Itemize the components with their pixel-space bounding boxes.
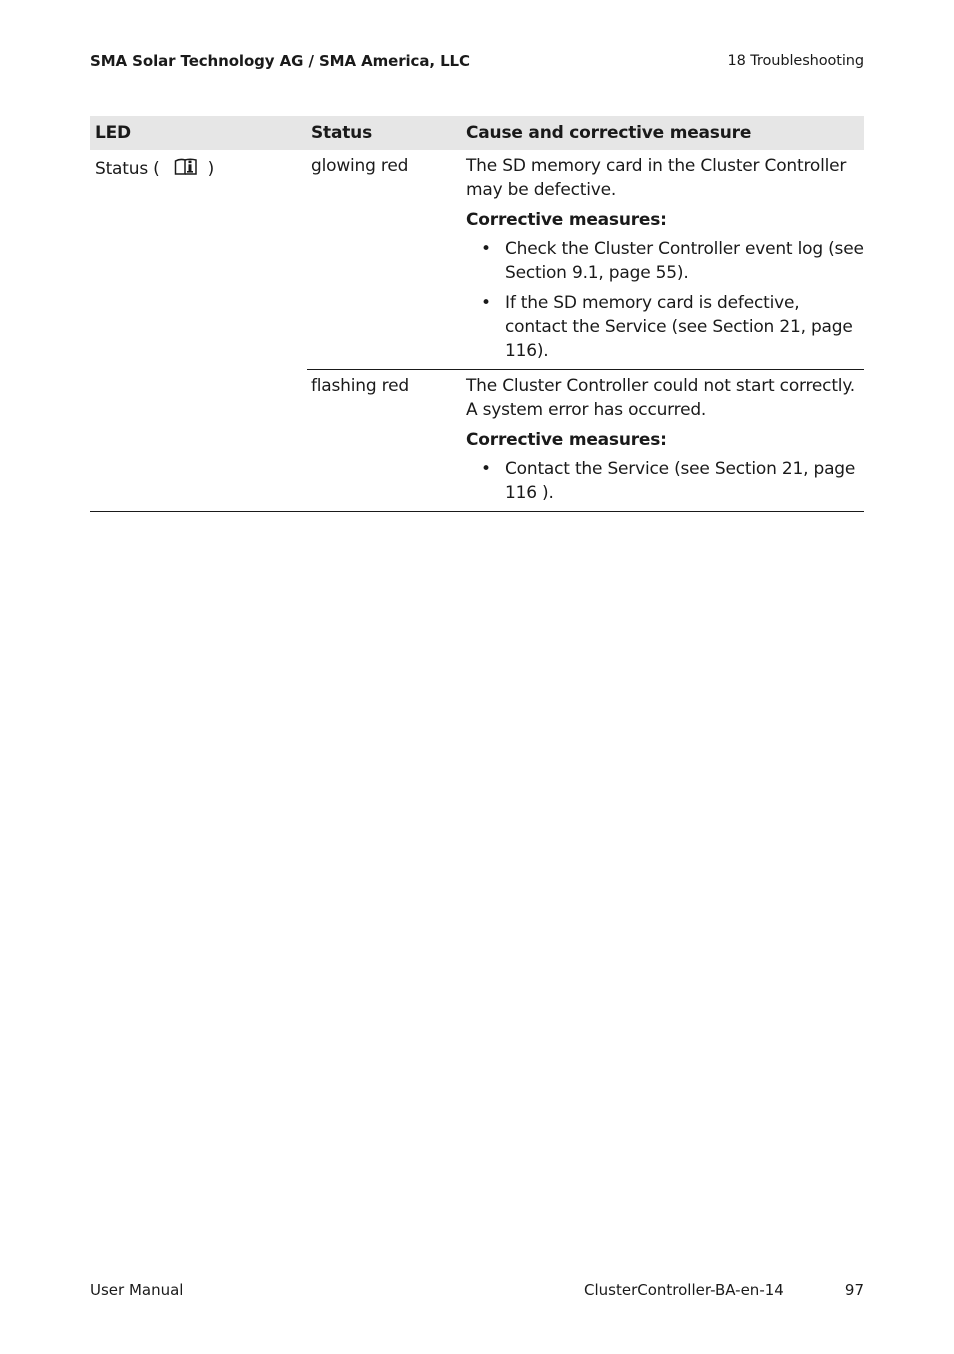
footer-doc-type: User Manual [90, 1281, 184, 1299]
corrective-measures-list [466, 237, 864, 363]
cause-cell [462, 370, 864, 511]
footer-doc-id: ClusterController-BA-en-14 [584, 1281, 784, 1299]
bullet: • [481, 459, 491, 479]
header-company: SMA Solar Technology AG / SMA America, LLC [90, 52, 470, 70]
led-label-close: ) [207, 159, 215, 179]
column-header-status: Status [311, 123, 372, 143]
list-item [466, 291, 864, 363]
header-chapter: 18 Troubleshooting [727, 53, 864, 69]
cause-text: The Cluster Controller could not start correctly. A system error has occurred. [466, 376, 855, 420]
list-item [466, 237, 864, 285]
corrective-measures-list [466, 457, 886, 505]
column-header-cause: Cause and corrective measure [466, 123, 752, 143]
status-cell: flashing red [311, 376, 409, 396]
troubleshooting-table [90, 116, 864, 512]
table-row [307, 369, 864, 511]
led-label: Status ( [95, 159, 160, 179]
footer-page-number: 97 [844, 1281, 864, 1299]
bullet: • [481, 293, 491, 313]
led-cell [90, 150, 307, 511]
table-body [90, 150, 864, 512]
measure-text: If the SD memory card is defective, contact the Service (see Section 21, page 116). [505, 293, 853, 361]
status-rows [307, 150, 864, 511]
measure-text: Contact the Service (see Section 21, page 116 ). [505, 459, 856, 503]
corrective-measures-heading: Corrective measures: [466, 430, 667, 450]
status-cell: glowing red [311, 156, 409, 176]
corrective-measures-heading: Corrective measures: [466, 210, 667, 230]
bullet: • [481, 239, 491, 259]
measure-text: Check the Cluster Controller event log (see Section 9.1, page 55). [505, 239, 864, 283]
book-info-icon [174, 158, 198, 183]
table-header [90, 116, 864, 150]
cause-text: The SD memory card in the Cluster Controller may be defective. [466, 156, 847, 200]
column-header-led: LED [95, 123, 131, 143]
table-row [307, 150, 864, 369]
cause-cell [462, 150, 864, 369]
list-item [466, 457, 886, 505]
